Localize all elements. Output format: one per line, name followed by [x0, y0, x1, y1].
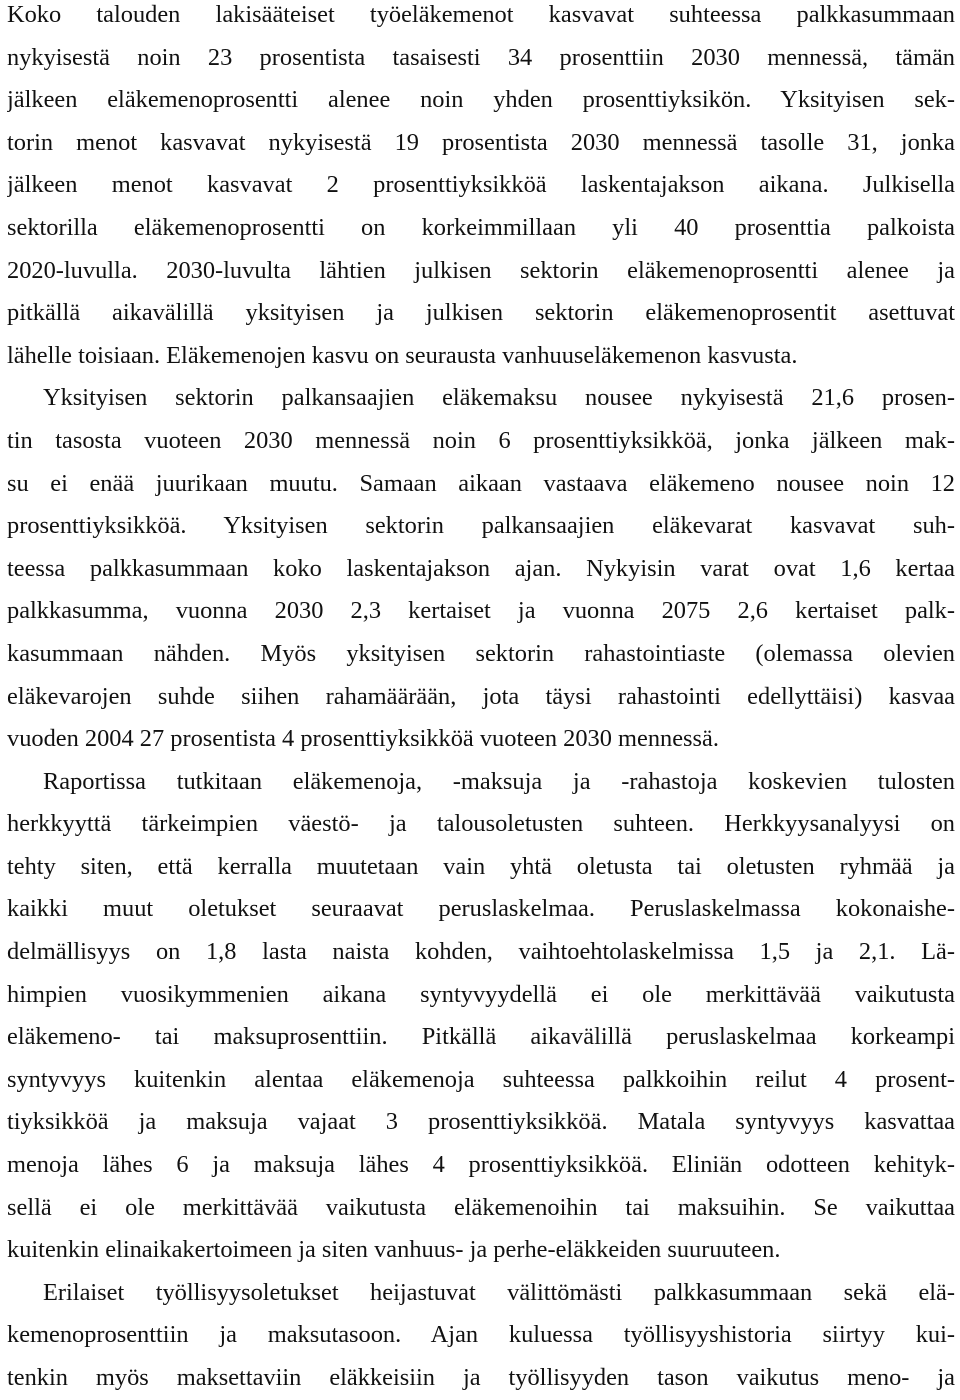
text-line: pitkällä aikavälillä yksityisen ja julkisen sektorin eläkemenoprosentit asettuvat	[7, 299, 955, 327]
text-line: torin menot kasvavat nykyisestä 19 prosentista 2030 mennessä tasolle 31, jonka	[7, 128, 955, 156]
paragraph	[7, 761, 955, 1272]
text-line: Erilaiset työllisyysoletukset heijastuvat välittömästi palkkasummaan sekä elä-	[43, 1278, 955, 1306]
text-line: menoja lähes 6 ja maksuja lähes 4 prosenttiyksikköä. Eliniän odotteen kehityk-	[7, 1151, 955, 1179]
text-line: kuitenkin elinaikakertoimeen ja siten vanhuus- ja perhe-eläkkeiden suuruuteen.	[7, 1236, 781, 1264]
text-line: eläkemeno- tai maksuprosenttiin. Pitkällä aikavälillä peruslaskelmaa korkeampi	[7, 1023, 955, 1051]
text-line: vuoden 2004 27 prosentista 4 prosenttiyksikköä vuoteen 2030 mennessä.	[7, 725, 719, 753]
text-line: syntyvyys kuitenkin alentaa eläkemenoja suhteessa palkkoihin reilut 4 prosent-	[7, 1065, 955, 1093]
text-line: su ei enää juurikaan muutu. Samaan aikaan vastaava eläkemeno nousee noin 12	[7, 469, 955, 497]
document-page	[7, 0, 955, 1400]
text-line: nykyisestä noin 23 prosentista tasaisesti 34 prosenttiin 2030 mennessä, tämän	[7, 43, 955, 71]
text-line: tenkin myös maksettaviin eläkkeisiin ja työllisyyden tason vaikutus meno- ja	[7, 1364, 955, 1391]
text-line: kasummaan nähden. Myös yksityisen sektorin rahastointiaste (olemassa olevien	[7, 639, 955, 667]
text-line: sektorilla eläkemenoprosentti on korkeimmillaan yli 40 prosenttia palkoista	[7, 213, 955, 241]
text-line: eläkevarojen suhde siihen rahamäärään, jota täysi rahastointi edellyttäisi) kasvaa	[7, 682, 955, 710]
text-line: jälkeen menot kasvavat 2 prosenttiyksikköä laskentajakson aikana. Julkisella	[7, 171, 955, 199]
text-line: tehty siten, että kerralla muutetaan vain yhtä oletusta tai oletusten ryhmää ja	[7, 852, 955, 880]
text-line: teessa palkkasummaan koko laskentajakson ajan. Nykyisin varat ovat 1,6 kertaa	[7, 554, 955, 582]
text-line: jälkeen eläkemenoprosentti alenee noin yhden prosenttiyksikön. Yksityisen sek-	[7, 86, 955, 114]
paragraph	[7, 0, 955, 377]
text-line: Koko talouden lakisääteiset työeläkemenot kasvavat suhteessa palkkasummaan	[7, 1, 955, 28]
text-line: himpien vuosikymmenien aikana syntyvyydellä ei ole merkittävää vaikutusta	[7, 980, 955, 1008]
text-line: prosenttiyksikköä. Yksityisen sektorin palkansaajien eläkevarat kasvavat suh-	[7, 512, 955, 540]
paragraph	[7, 377, 955, 760]
text-line: kemenoprosenttiin ja maksutasoon. Ajan kuluessa työllisyyshistoria siirtyy kui-	[7, 1321, 955, 1349]
text-line: tin tasosta vuoteen 2030 mennessä noin 6 prosenttiyksikköä, jonka jälkeen mak-	[7, 426, 955, 454]
text-line: Raportissa tutkitaan eläkemenoja, -maksuja ja -rahastoja koskevien tulosten	[43, 767, 955, 795]
text-line: tiyksikköä ja maksuja vajaat 3 prosenttiyksikköä. Matala syntyvyys kasvattaa	[7, 1108, 955, 1136]
text-line: lähelle toisiaan. Eläkemenojen kasvu on seurausta vanhuuseläkemenon kasvusta.	[7, 341, 798, 369]
text-line: palkkasumma, vuonna 2030 2,3 kertaiset ja vuonna 2075 2,6 kertaiset palk-	[7, 597, 955, 625]
text-line: delmällisyys on 1,8 lasta naista kohden, vaihtoehtolaskelmissa 1,5 ja 2,1. Lä-	[7, 938, 955, 966]
text-line: herkkyyttä tärkeimpien väestö- ja talousoletusten suhteen. Herkkyysanalyysi on	[7, 810, 955, 838]
text-line: sellä ei ole merkittävää vaikutusta eläkemenoihin tai maksuihin. Se vaikuttaa	[7, 1193, 955, 1221]
text-line: 2020-luvulla. 2030-luvulta lähtien julkisen sektorin eläkemenoprosentti alenee ja	[7, 256, 955, 284]
text-line: kaikki muut oletukset seuraavat peruslaskelmaa. Peruslaskelmassa kokonaishe-	[7, 895, 955, 923]
text-line: Yksityisen sektorin palkansaajien eläkemaksu nousee nykyisestä 21,6 prosen-	[43, 384, 955, 412]
paragraph	[7, 1272, 955, 1400]
